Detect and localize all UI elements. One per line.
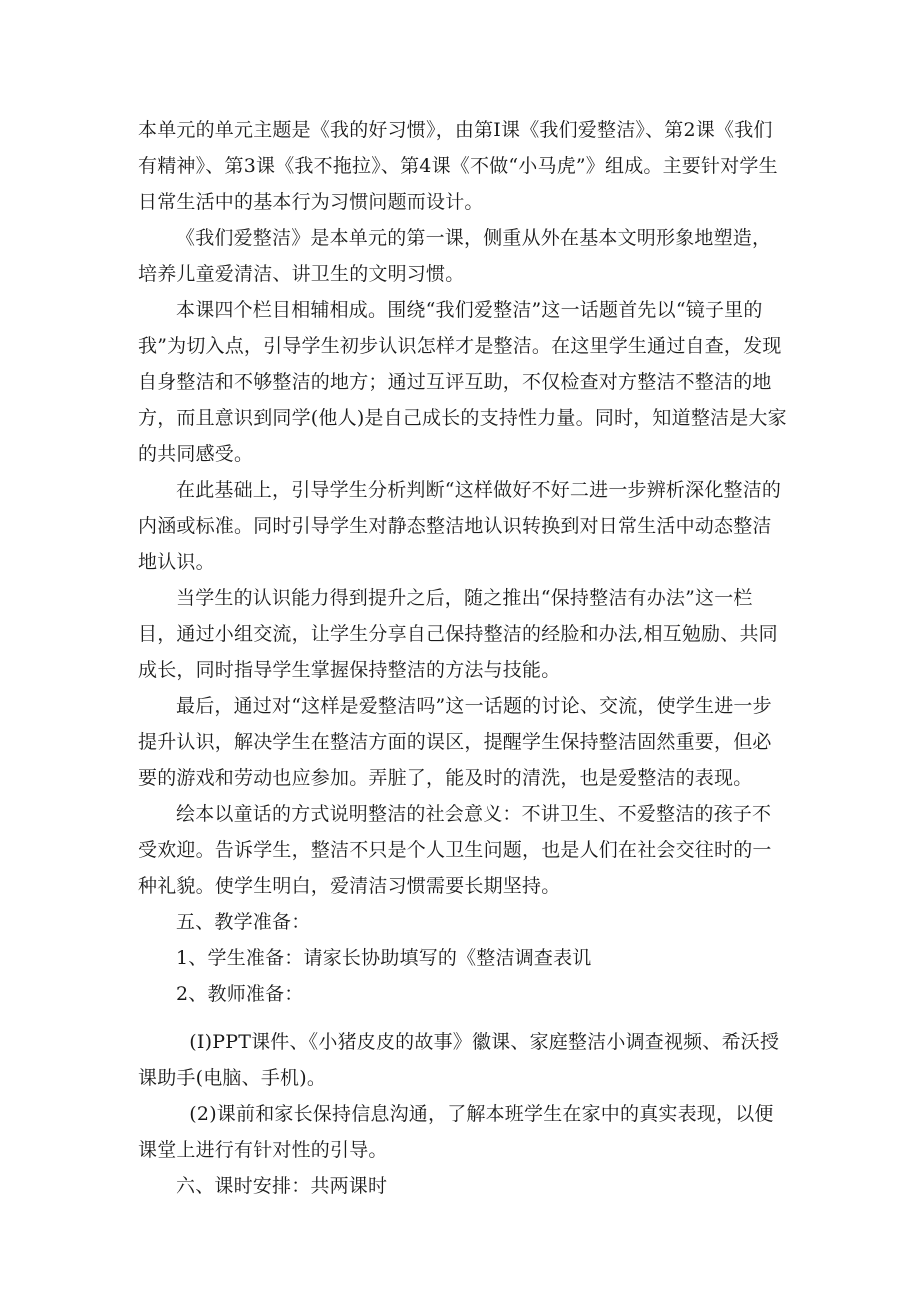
paragraph-methods: 当学生的认识能力得到提升之后，随之推出“保持整洁有办法”这一栏目，通过小组交流，让学生分享自己保持整洁的经脸和办法,相互勉励、共同成长，同时指导学生掌握保持整洁的方法与技能。 <box>138 587 778 681</box>
heading-class-schedule: 六、课时安排：共两课时 <box>176 1175 388 1197</box>
heading-teaching-prep: 五、教学准备： <box>176 911 311 933</box>
item-student-prep: 1、学生准备：请家长协助填写的《整洁调查表讥 <box>176 947 592 969</box>
item-teacher-prep: 2、教师准备： <box>176 983 304 1005</box>
paragraph-four-sections: 本课四个栏目相辅相成。围绕“我们爱整洁”这一话题首先以“镜子里的我”为切入点，引导学生初步认识怎样才是整洁。在这里学生通过自查，发现自身整洁和不够整洁的地方；通过互评互助，不仅检查对方整洁不整洁的地方，而且意识到同学(他人)是自己成长的支持性力量。同时，知道整洁是大家的共同感受。 <box>138 299 787 465</box>
paragraph-picture-book: 绘本以童话的方式说明整洁的社会意义：不讲卫生、不爱整洁的孩子不受欢迎。告诉学生，整洁不只是个人卫生问题，也是人们在社会交往时的一种礼貌。使学生明白，爱清洁习惯需要长期坚持。 <box>138 803 772 897</box>
document-body <box>138 112 788 1204</box>
sub-item-parent-communication: (2)课前和家长保持信息沟通，了解本班学生在家中的真实表现，以便课堂上进行有针对性的引导。 <box>138 1103 774 1161</box>
sub-item-courseware: (I)PPT课件、《小猪皮皮的故事》徽课、家庭整洁小调查视频、希沃授课助手(电脑、手机)。 <box>138 1031 780 1089</box>
paragraph-analysis: 在此基础上，引导学生分析判断“这样做好不好二进一步辨析深化整洁的内涵或标准。同时引导学生对静态整洁地认识转换到对日常生活中动态整洁地认识。 <box>138 479 782 573</box>
paragraph-unit-theme: 本单元的单元主题是《我的好习惯》，由第I课《我们爱整洁》、第2课《我们有精神》、第3课《我不拖拉》、第4课《不做“小马虎”》组成。主要针对学生日常生活中的基本行为习惯问题而设计。 <box>138 119 778 213</box>
paragraph-discussion: 最后，通过对“这样是爱整洁吗”这一话题的讨论、交流，使学生进一步提升认识，解决学生在整洁方面的误区，提醒学生保持整洁固然重要，但必要的游戏和劳动也应参加。弄脏了，能及时的清洗，也是爱整洁的表现。 <box>138 695 772 789</box>
paragraph-lesson-intro: 《我们爱整洁》是本单元的第一课，侧重从外在基本文明形象地塑造，培养儿童爱清洁、讲卫生的文明习惯。 <box>138 227 772 285</box>
